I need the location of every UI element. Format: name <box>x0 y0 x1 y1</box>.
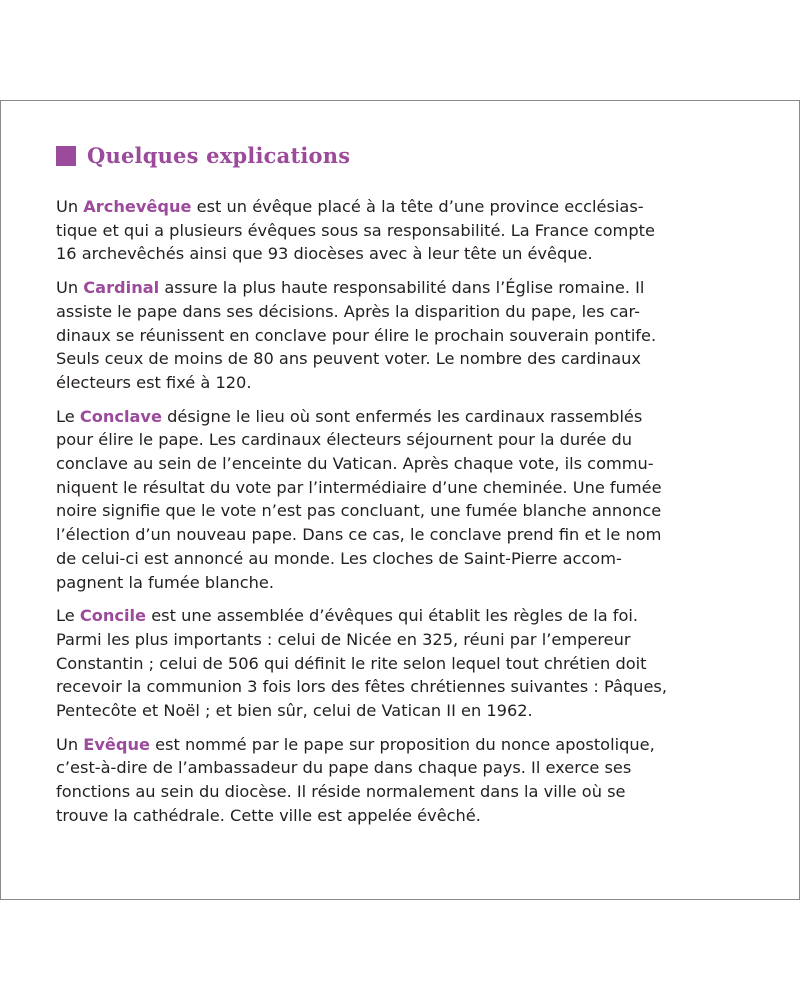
glossary-text: recevoir la communion 3 fois lors des fêtes chrétiennes suivantes : Pâques, <box>56 677 667 697</box>
glossary-text: est un évêque placé à la tête d’une province ecclésias- <box>191 197 644 216</box>
glossary-term: Concile <box>79 606 147 626</box>
glossary-text: Seuls ceux de moins de 80 ans peuvent voter. Le nombre des cardinaux <box>56 349 641 369</box>
glossary-text: Un <box>56 734 84 754</box>
glossary-text: assiste le pape dans ses décisions. Après la disparition du pape, les car- <box>56 301 640 321</box>
glossary-text: Le <box>56 606 80 626</box>
glossary-text: désigne le lieu où sont enfermés les cardinaux rassemblés <box>161 406 643 426</box>
glossary-text: l’élection d’un nouveau pape. Dans ce cas, le conclave prend fin et le nom <box>56 525 662 545</box>
glossary-text: Pentecôte et Noël ; et bien sûr, celui de Vatican II en 1962. <box>56 701 533 721</box>
glossary-entry <box>56 405 746 595</box>
glossary-text: trouve la cathédrale. Cette ville est appelée évêché. <box>56 805 481 825</box>
glossary-text: tique et qui a plusieurs évêques sous sa responsabilité. La France compte <box>56 220 655 240</box>
glossary-text: 16 archevêchés ainsi que 93 diocèses avec à leur tête un évêque. <box>56 244 593 264</box>
section-title: Quelques explications <box>87 143 351 168</box>
glossary-term: Archevêque <box>83 197 192 216</box>
glossary-text: conclave au sein de l’enceinte du Vatican. Après chaque vote, ils commu- <box>56 454 654 474</box>
glossary-text: Un <box>56 197 84 216</box>
glossary-text: dinaux se réunissent en conclave pour élire le prochain souverain pontife. <box>56 325 657 345</box>
glossary-entry <box>56 733 746 828</box>
glossary-text: c’est-à-dire de l’ambassadeur du pape dans chaque pays. Il exerce ses <box>56 758 632 778</box>
glossary-entry <box>56 195 746 266</box>
glossary-body <box>56 195 746 838</box>
glossary-text: est nommé par le pape sur proposition du nonce apostolique, <box>149 734 655 754</box>
glossary-text: niquent le résultat du vote par l’intermédiaire d’une cheminée. Une fumée <box>56 477 662 497</box>
glossary-text: Un <box>56 278 84 298</box>
section-heading <box>56 143 350 168</box>
glossary-text: pagnent la fumée blanche. <box>56 572 275 592</box>
glossary-text: pour élire le pape. Les cardinaux électeurs séjournent pour la durée du <box>56 430 633 450</box>
glossary-text: de celui-ci est annoncé au monde. Les cloches de Saint-Pierre accom- <box>56 548 622 568</box>
glossary-text: fonctions au sein du diocèse. Il réside normalement dans la ville où se <box>56 782 626 802</box>
glossary-text: électeurs est fixé à 120. <box>56 372 252 392</box>
glossary-text: Le <box>56 406 80 426</box>
glossary-term: Conclave <box>79 406 162 426</box>
glossary-text: est une assemblée d’évêques qui établit les règles de la foi. <box>146 606 639 626</box>
glossary-term: Evêque <box>83 734 150 754</box>
glossary-entry <box>56 276 746 395</box>
glossary-entry <box>56 604 746 723</box>
glossary-text: assure la plus haute responsabilité dans l’Église romaine. Il <box>159 278 645 298</box>
glossary-text: Constantin ; celui de 506 qui définit le rite selon lequel tout chrétien doit <box>56 653 647 673</box>
square-bullet-icon <box>56 146 76 166</box>
glossary-text: Parmi les plus importants : celui de Nicée en 325, réuni par l’empereur <box>56 629 631 649</box>
glossary-term: Cardinal <box>83 278 160 298</box>
glossary-text: noire signifie que le vote n’est pas concluant, une fumée blanche annonce <box>56 501 662 521</box>
